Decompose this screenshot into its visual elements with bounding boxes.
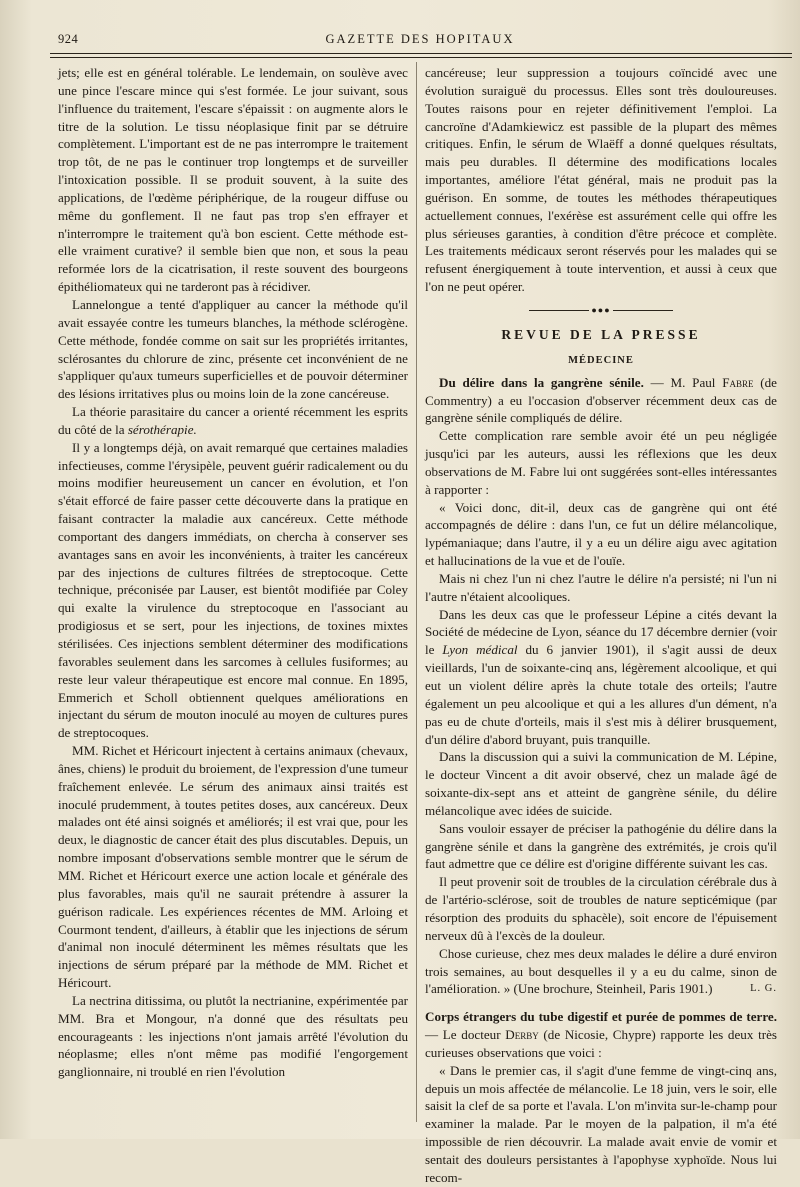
ornament-line <box>529 310 589 311</box>
italic-term: sérothérapie. <box>127 421 197 437</box>
paragraph: Il y a longtemps déjà, on avait remarqué que certaines maladies infectieuses, comme l'érysipèle, peuvent guérir radicalement ou du moins modifier heureusement un cancer en évolution, et l'on s'était efforcé de faire passer cette découverte dans la pratique en faisant contracter la maladie aux cancéreux. Cette méthode comportant des dangers immédiats, on chercha à conserver ses avantages sans en avoir les inconvénients, à traiter les cancéreux par des injections de cultures filtrées de streptocoque. Cette technique, préconisée par Lauser, est bientôt modifiée par Coley qui exalte la virulence du streptocoque en l'associant au prodigiosus et se sert, pour les injections, de toxines mixtes stérilisées. Ces injections semblent déterminer des modifications favorables seulement dans les sarcomes à cellules fusiformes; au reste leur valeur thérapeutique est encore mal connue. En 1895, Emmerich et Scholl obtiennent quelques améliorations en injectant du sérum de mouton inoculé au moyen de cultures pures de streptocoques. <box>58 439 408 741</box>
header-rule <box>50 53 792 54</box>
paragraph: « Voici donc, dit-il, deux cas de gangrène qui ont été accompagnés de délire : dans l'un, ce fut un délire mélancolique, lypémaniaque; dans l'autre, il y a eu un délire aigu avec agitation et hallucinations de la vue et de l'ouïe. <box>425 499 777 569</box>
paragraph: Mais ni chez l'un ni chez l'autre le délire n'a persisté; ni l'un ni l'autre n'étaient alcooliques. <box>425 570 777 604</box>
article-intro: (de Commentry) a eu l'occasion d'observer récemment deux cas de gangrène sénile compliqués de délire. <box>425 374 777 426</box>
paragraph: Cette complication rare semble avoir été un peu négligée jusqu'ici par les auteurs, aussi les réflexions que les deux observations de M. Fabre lui ont suggérées sont-elles intéressantes à rapporter : <box>425 428 777 497</box>
section-ornament <box>425 302 777 320</box>
right-column <box>425 64 777 1187</box>
column-divider <box>416 62 417 1122</box>
paragraph: Il peut provenir soit de troubles de la circulation cérébrale dus à de l'artério-sclérose, soit de troubles de nature septicémique (par résorption des produits du sphacèle), soit encore de l'épuisement nerveux dû à l'excès de la douleur. <box>425 874 777 943</box>
ornament-glyph: ●●● <box>591 305 611 316</box>
ornament-line <box>613 310 673 311</box>
paragraph-text: du 6 janvier 1901), il s'agit aussi de deux vieillards, l'un de soixante-cinq ans, légèrement alcoolique, et qui eut un violent délire après la chute totale des orteils; l'autre également un peu alcoolique et qui a les allures d'un dément, n'a pas eu de chute d'orteils, mais il s'est mis à délirer brusquement, d'un délire d'abord bruyant, puis tranquille. <box>425 642 777 747</box>
paragraph: Lannelongue a tenté d'appliquer au cancer la méthode qu'il avait essayée contre les tumeurs blanches, la méthode sclérogène. Cette méthode, fondée comme on sait sur les propriétés irritantes, sclérosantes du chlorure de zinc, présente cet inconvénient de ne s'appliquer qu'aux tumeurs superficielles et de pouvoir déterminer des lésions irritatives plus ou moins loin de la zone cancéreuse. <box>58 296 408 402</box>
article-title: Corps étrangers du tube digestif et purée de pommes de terre. <box>425 1009 777 1025</box>
article-intro: — Le docteur <box>425 1027 506 1043</box>
page-number: 924 <box>58 32 79 46</box>
author-name: Derby <box>505 1027 539 1043</box>
article-intro: (de Nicosie, Chypre) rapporte les deux très curieuses observations que voici : <box>425 1027 777 1060</box>
paragraph <box>58 403 408 439</box>
paragraph-text: Dans les deux cas que le professeur Lépine a cités devant la Société de médecine de Lyon, séance du 17 décembre dernier (voir le <box>425 606 777 658</box>
paragraph-text: Chose curieuse, chez mes deux malades le délire a duré environ trois semaines, au bout desquelles il y a eu du calme, sinon de l'amélioration. » (Une brochure, Steinheil, Paris 1901.) <box>425 945 777 997</box>
article-title: Du délire dans la gangrène sénile. <box>439 374 644 390</box>
paragraph-text: La théorie parasitaire du cancer a orienté récemment les esprits du côté de la <box>58 404 408 437</box>
paragraph <box>425 945 777 999</box>
section-title: REVUE DE LA PRESSE <box>501 326 701 342</box>
author-name: Fabre <box>722 374 754 390</box>
article-lead <box>425 374 777 428</box>
paragraph: La nectrina ditissima, ou plutôt la nectrianine, expérimentée par MM. Bra et Mongour, n'a donné que des résultats peu encourageants : les injections n'ont jamais arrêté l'évolution du néoplasme; elles n'ont même pas modifié l'engorgement ganglionnaire, ni troublé en rien l'évolution <box>58 992 408 1080</box>
paragraph: Sans vouloir essayer de préciser la pathogénie du délire dans la gangrène sénile et dans la gangrène des extrémités, je crois qu'il faut admettre que ce délire est d'origine différente suivant les cas. <box>425 820 777 872</box>
journal-reference: Lyon médical <box>442 642 518 658</box>
paragraph: jets; elle est en général tolérable. Le lendemain, on soulève avec une pince l'escare mince qui s'est formée. Le jour suivant, sous l'influence du traitement, l'escare s'épaissit : on augmente alors le titre de la solution. Le tissu néoplasique finit par se détruire complètement. L'important est de ne pas interrompre le traitement trop tôt, de ne pas le continuer trop longtemps et de surveiller l'intoxication possible. Il se produit souvent, à la suite des applications, de l'œdème périphérique, de la rougeur diffuse ou même du gonflement. Il ne faut pas trop s'en effrayer et n'interrompre le traitement qu'à bon escient. Cette méthode est-elle vraiment curative? il semble bien que non, et sous la peau reformée lors de la cicatrisation, il reste souvent des bourgeons épithéliomateux qui ne tarderont pas à récidiver. <box>58 65 408 295</box>
paragraph <box>425 606 777 749</box>
paragraph: Dans la discussion qui a suivi la communication de M. Lépine, le docteur Vincent a dit avoir observé, chez un malade âgé de soixante-dix-sept ans et atteint de gangrène sénile, du délire mélancolique avec idées de suicide. <box>425 749 777 818</box>
left-column <box>58 64 408 1081</box>
author-signature: L. G. <box>750 983 777 995</box>
article-lead <box>425 1008 777 1062</box>
subsection-title: MÉDECINE <box>568 354 634 366</box>
paragraph: MM. Richet et Héricourt injectent à certains animaux (chevaux, ânes, chiens) le produit du broiement, de l'expression d'une tumeur fraîchement enlevée. Le sérum des animaux ainsi traités est inoculé prudemment, à toutes petites doses, aux cancéreux. Deux malades ont été ainsi soignés et améliorés; il est vrai que, pour les deux, le diagnostic de cancer était des plus discutables. Depuis, un nombre imposant d'observations semble montrer que le sérum de MM. Richet et Héricourt exerce une action locale et générale des plus favorables, mais qu'il ne saurait prétendre à assurer la guérison radicale. Les expériences récentes de MM. Arloing et Courmont tendent, d'ailleurs, à établir que les injections de sérum d'animal non inoculé déterminent les mêmes résultats que les injections de sérum préparé par la méthode de MM. Richet et Héricourt. <box>58 743 408 991</box>
header-rule-thin <box>50 57 792 58</box>
article-intro: — M. Paul <box>643 374 723 390</box>
page-header <box>50 28 790 50</box>
paragraph: cancéreuse; leur suppression a toujours coïncidé avec une évolution suraiguë du processus. Elles sont très douloureuses. Toutes raisons pour en rejeter définitivement l'emploi. La cancroïne d'Adamkiewicz est passible de la plupart des mêmes critiques. Enfin, le sérum de Wlaëff a donné quelques résultats, mais peu durables. Il détermine des modifications locales importantes, améliore l'état général, mais ne produit pas la guérison. En somme, de toutes les méthodes thérapeutiques actuellement connues, l'exérèse est assurément celle qui offre les plus sérieuses garanties, à condition d'être précoce et complète. Les traitements médicaux seront réservés pour les malades qui se refusent énergiquement à toute intervention, et aussi à ceux que l'on ne peut opérer. <box>425 65 777 295</box>
paragraph: « Dans le premier cas, il s'agit d'une femme de vingt-cinq ans, depuis un mois affectée de mélancolie. Le 18 juin, vers le soir, elle saisit la clef de sa porte et l'avala. L'on m'invita sur-le-champ pour examiner la malade. Par le moyen de la palpation, il m'a été impossible de rien découvrir. La malade avait envie de vomir et sentait des douleurs persistantes à l'apophyse xyphoïde. Nous lui recom- <box>425 1062 777 1185</box>
journal-title: GAZETTE DES HOPITAUX <box>325 32 515 46</box>
